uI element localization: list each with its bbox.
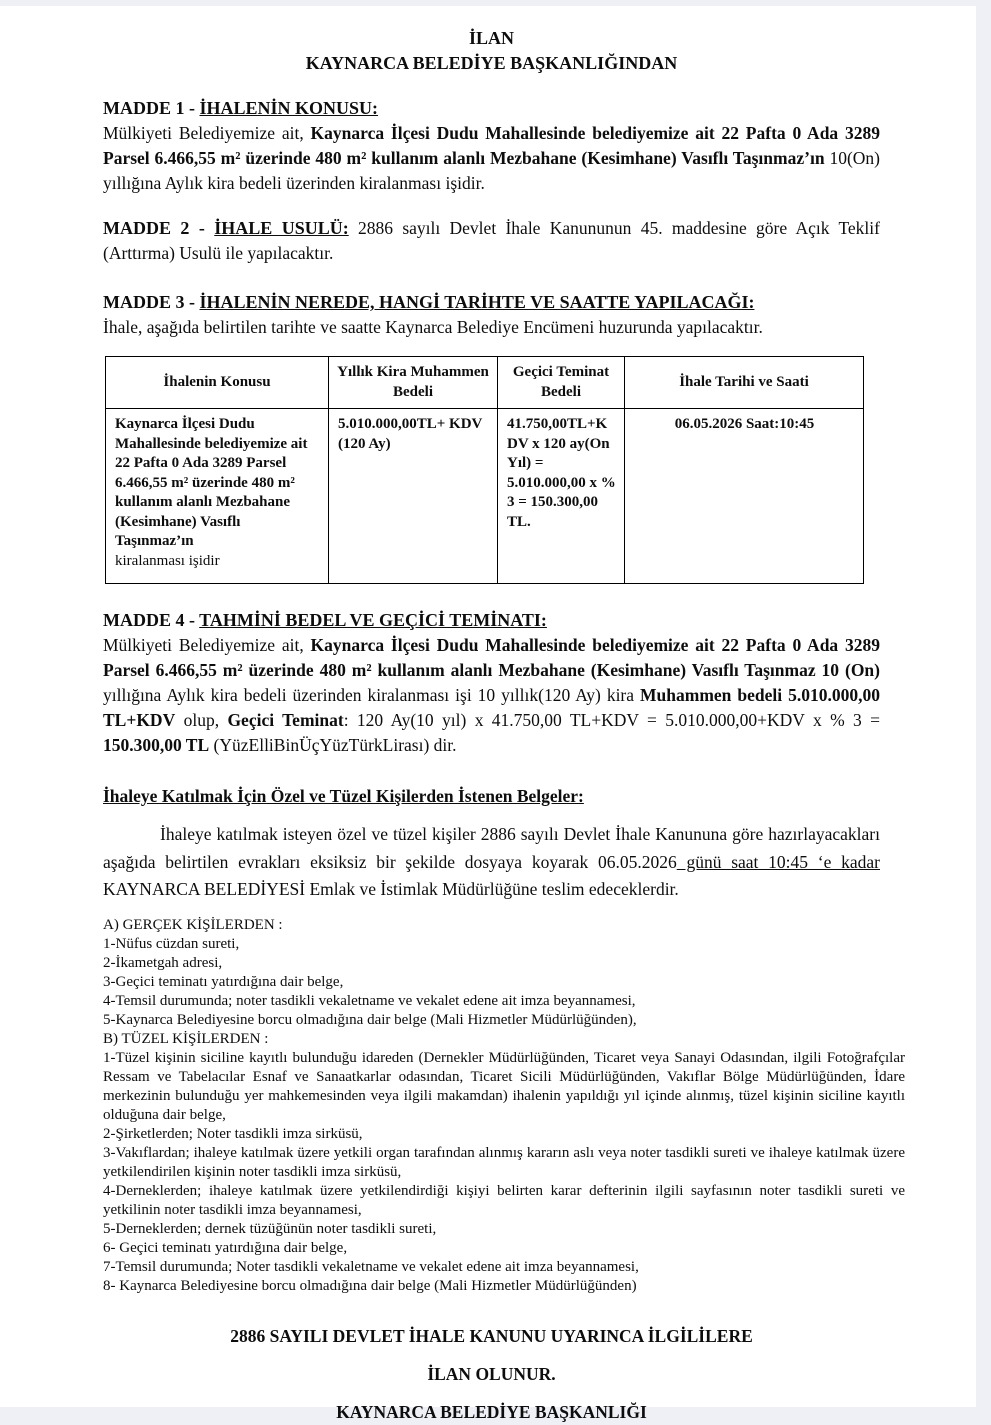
table-header-subject: İhalenin Konusu (106, 357, 329, 409)
cell-subject-normal: kiralanması işidir (115, 552, 220, 569)
required-documents-heading: İhaleye Katılmak İçin Özel ve Tüzel Kişilerden İstenen Belgeler: (103, 786, 584, 806)
list-item: 2-İkametgah adresi, (103, 954, 223, 971)
madde1-heading (103, 96, 880, 121)
tender-table (105, 356, 864, 584)
intro-text-3: KAYNARCA BELEDİYESİ Emlak ve İstimlak Müdürlüğüne teslim edeceklerdir. (103, 879, 679, 899)
madde4-text-3: yıllığına Aylık kira bedeli üzerinden kiralanması işi 10 yıllık(120 Ay) kira (103, 685, 641, 705)
madde4-text-7: : 120 Ay(10 yıl) x 41.750,00 TL+KDV = 5.010.000,00+KDV x % 3 = (343, 710, 880, 730)
madde4-text-2-bold: Kaynarca İlçesi Dudu Mahallesinde belediyemize ait 22 Pafta 0 Ada 3289 Parsel 6.466,55 m² üzerinde 480 m² kullanım alanlı Mezbahane (Kesimhane) Vasıflı Taşınmaz 10 (On) (103, 635, 880, 680)
madde4-text-1: Mülkiyeti Belediyemize ait, (103, 635, 311, 655)
madde4-label: MADDE 4 - (103, 610, 200, 630)
table-header-row (106, 357, 864, 409)
section-madde1 (103, 96, 880, 196)
madde4-text-8-bold: 150.300,00 TL (103, 735, 210, 755)
madde1-text-end: 10(On) yıllığına Aylık kira bedeli üzerinden kiralanması işidir. (103, 148, 880, 193)
list-item: 2-Şirketlerden; Noter tasdikli imza sirküsü, (103, 1125, 363, 1142)
madde4-title: TAHMİNİ BEDEL VE GEÇİCİ TEMİNATI: (199, 610, 547, 630)
madde3-paragraph: İhale, aşağıda belirtilen tarihte ve saatte Kaynarca Belediye Encümeni huzurunda yapılacaktır. (103, 317, 763, 337)
cell-annual-rent: 5.010.000,00TL+ KDV (120 Ay) (329, 409, 498, 584)
footer (103, 1324, 880, 1425)
table-header-annual-rent: Yıllık Kira Muhammen Bedeli (329, 357, 498, 409)
intro-text-1: İhaleye katılmak isteyen özel ve tüzel kişiler 2886 sayılı Devlet İhale Kanununa göre hazırlayacakları aşağıda belirtilen evrakları eksiksiz bir şekilde dosyaya koyarak 06.05.2026 (103, 824, 880, 872)
list-item: 1-Nüfus cüzdan sureti, (103, 935, 240, 952)
madde2-label: MADDE 2 - (103, 218, 215, 238)
list-item: 4-Derneklerden; ihaleye katılmak üzere yetkilendirdiği kişiyi belirten karar defterinin ilgili sayfasının noter tasdikli sureti ve yetkilinin noter tasdikli imza beyannamesi, (103, 1182, 905, 1218)
list-item: 8- Kaynarca Belediyesine borcu olmadığına dair belge (Mali Hizmetler Müdürlüğünden) (103, 1277, 637, 1294)
table-header-date: İhale Tarihi ve Saati (625, 357, 864, 409)
madde1-text: Mülkiyeti Belediyemize ait, (103, 123, 311, 143)
intro-text-2-underlined: günü saat 10:45 ‘e kadar (676, 851, 880, 872)
documents-list (103, 916, 905, 1296)
madde4-heading (103, 608, 880, 633)
footer-municipality: KAYNARCA BELEDİYE BAŞKANLIĞI (336, 1401, 647, 1422)
required-documents-intro (103, 821, 880, 904)
page-subtitle: KAYNARCA BELEDİYE BAŞKANLIĞINDAN (305, 53, 678, 73)
list-item: 3-Geçici teminatı yatırdığına dair belge, (103, 973, 344, 990)
cell-subject (106, 409, 329, 584)
madde4-paragraph (103, 633, 880, 758)
madde3-heading (103, 290, 880, 315)
madde4-text-4-bold: Muhammen bedeli 5.010.000,00 TL+KDV (103, 685, 880, 730)
madde3-label: MADDE 3 - (103, 292, 200, 312)
list-item: 5-Derneklerden; dernek tüzüğünün noter tasdikli sureti, (103, 1220, 437, 1237)
list-item: 5-Kaynarca Belediyesine borcu olmadığına dair belge (Mali Hizmetler Müdürlüğünden), (103, 1011, 637, 1028)
madde1-paragraph (103, 121, 880, 196)
footer-ilan-olunur: İLAN OLUNUR. (427, 1363, 556, 1384)
list-item: 7-Temsil durumunda; Noter tasdikli vekaletname ve vekalet edene ait imza beyannamesi, (103, 1258, 639, 1275)
madde2-text: 2886 sayılı Devlet İhale Kanununun 45. maddesine göre Açık Teklif (Arttırma) Usulü ile yapılacaktır. (103, 218, 880, 263)
madde1-label: MADDE 1 - (103, 98, 200, 118)
madde4-text-5: olup, (175, 710, 228, 730)
section-madde2 (103, 216, 880, 266)
list-item: 4-Temsil durumunda; noter tasdikli vekaletname ve vekalet edene ait imza beyannamesi, (103, 992, 636, 1009)
section-madde3 (103, 290, 880, 340)
cell-deposit: 41.750,00TL+KDV x 120 ay(On Yıl) = 5.010.000,00 x % 3 = 150.300,00 TL. (498, 409, 625, 584)
cell-subject-bold: Kaynarca İlçesi Dudu Mahallesinde belediyemize ait 22 Pafta 0 Ada 3289 Parsel 6.466,55 m² üzerinde 480 m² kullanım alanlı Mezbahane (Kesimhane) Vasıflı Taşınmaz’ın (115, 416, 308, 549)
madde4-text-9: (YüzElliBinÜçYüzTürkLirası) dir. (209, 735, 457, 755)
list-item: 6- Geçici teminatı yatırdığına dair belge, (103, 1239, 348, 1256)
footer-law-line: 2886 SAYILI DEVLET İHALE KANUNU UYARINCA İLGİLİLERE (230, 1325, 753, 1346)
list-item: 1-Tüzel kişinin siciline kayıtlı bulunduğu idareden (Dernekler Müdürlüğünden, Ticaret veya Sanayi Odasından, ilgili Fotoğrafçılar Ressam ve Tabelacılar Esnaf ve Sanaatkarlar odasından, Ticaret Sicili Müdürlüğünden, Vakıflar Bölge Müdürlüğünden, İdare merkezinin bulunduğu yer mahkemesinden veya ilgili makamdan) ihalenin yapıldığı yıl içinde alınmış, tüzel kişinin siciline kayıtlı olduğuna dair belge, (103, 1049, 905, 1123)
announcement-page (0, 6, 976, 1422)
madde1-title: İHALENİN KONUSU: (199, 98, 379, 118)
page-title: İLAN (468, 28, 514, 48)
section-madde4 (103, 608, 880, 758)
cell-date-time: 06.05.2026 Saat:10:45 (625, 409, 864, 584)
madde4-text-6-bold: Geçici Teminat (227, 710, 344, 730)
list-item: 3-Vakıflardan; ihaleye katılmak üzere yetkili organ tarafından alınmış kararın aslı veya noter tasdikli sureti ve ihaleye katılmak üzere yetkilendirilen kişinin noter tasdikli imza sirküsü, (103, 1144, 905, 1180)
legal-persons-heading: B) TÜZEL KİŞİLERDEN : (103, 1030, 269, 1047)
real-persons-heading: A) GERÇEK KİŞİLERDEN : (103, 916, 283, 933)
madde3-title: İHALENİN NEREDE, HANGİ TARİHTE VE SAATTE YAPILACAĞI: (199, 292, 755, 312)
table-header-deposit: Geçici Teminat Bedeli (498, 357, 625, 409)
madde2-title: İHALE USULÜ: (214, 218, 349, 238)
madde1-text-bold: Kaynarca İlçesi Dudu Mahallesinde belediyemize ait 22 Pafta 0 Ada 3289 Parsel 6.466,55 m² üzerinde 480 m² kullanım alanlı Mezbahane (Kesimhane) Vasıflı Taşınmaz’ın (103, 123, 880, 168)
madde2-paragraph (103, 216, 880, 266)
table-row (106, 409, 864, 584)
